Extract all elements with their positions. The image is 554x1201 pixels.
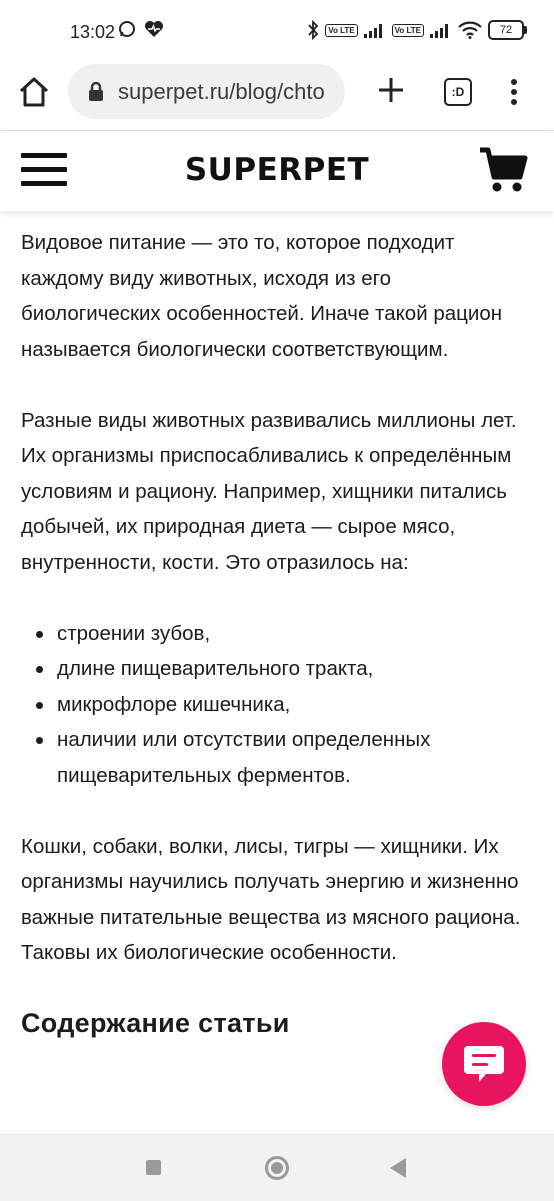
list-item: строении зубов, (57, 616, 533, 652)
heart-pulse-icon (144, 20, 164, 38)
more-vertical-icon (504, 74, 524, 110)
list-item: наличии или отсутствии определенных пищеварительных ферментов. (57, 722, 533, 793)
signal-icon-1 (364, 22, 386, 38)
url-text: superpet.ru/blog/chto (118, 79, 325, 104)
wifi-icon (458, 21, 482, 39)
site-logo[interactable]: SUPERPET (184, 152, 370, 188)
article-paragraph: Разные виды животных развивались миллионы лет. Их организмы приспосабливались к определённым условиям и рациону. Например, хищники питались добычей, их природная диета — сырое мясо, внутренности, кости. Это отразилось на: (21, 408, 517, 574)
status-bar (0, 0, 554, 62)
system-nav-bar (0, 1134, 554, 1201)
list-item: микрофлоре кишечника, (57, 687, 533, 723)
browser-toolbar (0, 62, 554, 130)
tabs-count: :D (451, 85, 465, 99)
bluetooth-icon (307, 20, 319, 40)
home-button[interactable] (16, 74, 52, 110)
article-paragraph: Кошки, собаки, волки, лисы, тигры — хищники. Их организмы научились получать энергию и жизненно важные питательные вещества из мясного рациона. Таковы их биологические особенности. (21, 834, 521, 964)
new-tab-button[interactable] (373, 72, 409, 108)
article-list (21, 616, 533, 794)
url-bar[interactable] (68, 64, 345, 119)
status-right-icons (307, 20, 524, 40)
plus-icon (373, 72, 409, 108)
whatsapp-icon (118, 20, 136, 38)
battery-indicator: 72 (488, 20, 524, 40)
recents-button[interactable] (146, 1160, 161, 1175)
cart-button[interactable] (478, 145, 528, 195)
volte-badge-1: Vo LTE (325, 24, 357, 37)
toc-heading: Содержание статьи (21, 1008, 290, 1038)
volte-badge-2: Vo LTE (392, 24, 424, 37)
chat-icon (462, 1044, 506, 1086)
back-button[interactable] (390, 1158, 406, 1178)
site-header (0, 131, 554, 211)
signal-icon-2 (430, 22, 452, 38)
status-time: 13:02 (70, 22, 116, 42)
lock-icon (88, 82, 104, 102)
chat-button[interactable] (442, 1022, 526, 1106)
home-nav-button[interactable] (265, 1156, 289, 1180)
list-item: длине пищеварительного тракта, (57, 651, 533, 687)
cart-icon (478, 145, 528, 195)
home-icon (16, 74, 52, 110)
article-body (21, 225, 533, 1042)
status-left-icons (118, 20, 164, 38)
browser-menu-button[interactable] (504, 74, 524, 110)
tabs-button[interactable] (444, 78, 472, 106)
article-paragraph: Видовое питание — это то, которое подходит каждому виду животных, исходя из его биологических особенностей. Иначе такой рацион называется биологически соответствующим. (21, 231, 503, 361)
